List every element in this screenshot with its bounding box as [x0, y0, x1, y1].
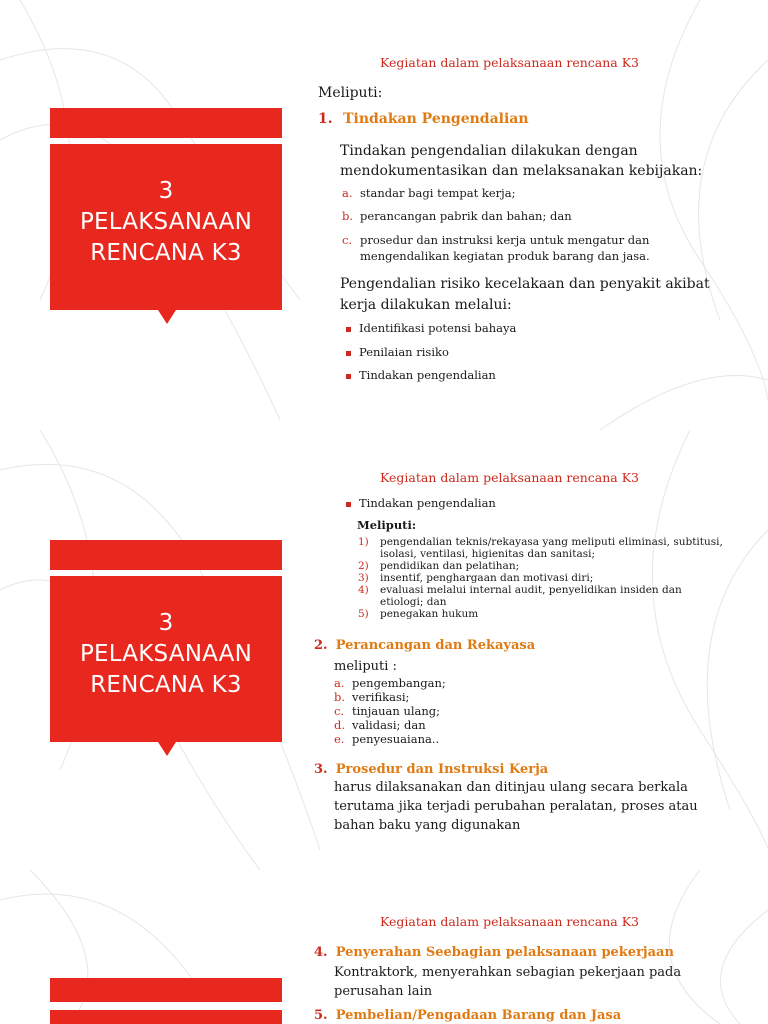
item-5-heading — [314, 1008, 621, 1023]
numbered-item-4 — [358, 584, 723, 596]
item-5-title: Pembelian/Pengadaan Barang dan Jasa — [335, 1008, 622, 1023]
item-letter: c. — [334, 704, 345, 718]
item-3-number: 3. — [314, 762, 328, 777]
item-letter: d. — [334, 718, 346, 732]
section-title-box — [50, 1010, 282, 1024]
red-accent-bar — [50, 978, 282, 1002]
item-text-continued: isolasi, ventilasi, higienitas dan sanitasi; — [380, 548, 595, 560]
letter-item-b — [334, 690, 446, 704]
bullet-icon — [346, 374, 351, 379]
item-3-line-1: harus dilaksanakan dan ditinjau ulang secara berkala — [334, 780, 688, 795]
numbered-item-5 — [358, 608, 723, 620]
item-3-line-2: terutama jika terjadi perubahan peralatan, proses atau — [334, 799, 698, 814]
bullet-item-2 — [346, 345, 449, 359]
item-letter: a. — [334, 676, 345, 690]
bullet-item-2-text: Penilaian risiko — [359, 345, 449, 359]
item-5-number: 5. — [314, 1008, 328, 1023]
slide-header: Kegiatan dalam pelaksanaan rencana K3 — [380, 55, 639, 70]
red-accent-bar — [50, 540, 282, 570]
item-number: 5) — [358, 608, 369, 620]
item-text: penegakan hukum — [380, 608, 479, 620]
item-4-line-1: Kontraktork, menyerahkan sebagian pekerjaan pada — [334, 965, 682, 980]
item-4-title: Penyerahan Seebagian pelaksanaan pekerjaan — [335, 945, 674, 960]
section-title-line-2: RENCANA K3 — [90, 240, 242, 266]
item-3-line-3: bahan baku yang digunakan — [334, 818, 521, 833]
section-title-line-1: PELAKSANAAN — [79, 209, 253, 235]
item-text: validasi; dan — [352, 718, 426, 732]
bullet-item — [346, 496, 496, 510]
item-4-number: 4. — [314, 945, 328, 960]
list-item-c — [342, 232, 650, 264]
numbered-item-3 — [358, 572, 723, 584]
item-text: pengendalian teknis/rekayasa yang meliputi eliminasi, subtitusi, — [380, 536, 723, 548]
item-text: insentif, penghargaan dan motivasi diri; — [380, 572, 594, 584]
item-text: verifikasi; — [352, 690, 410, 704]
item-3-heading — [314, 762, 548, 777]
section-number: 3 — [158, 610, 174, 636]
list-item-b — [342, 209, 572, 223]
bullet-item-text: Tindakan pengendalian — [359, 496, 496, 510]
letter-c: c. — [342, 233, 353, 247]
item-4-paragraph — [334, 963, 681, 1001]
list-item-c-line-1: prosedur dan instruksi kerja untuk mengatur dan — [360, 233, 650, 247]
slide-2 — [0, 430, 768, 870]
item-1-heading — [318, 111, 529, 127]
bullet-item-1 — [346, 321, 516, 335]
item-letter: b. — [334, 690, 346, 704]
item-number: 1) — [358, 536, 369, 548]
numbered-list — [358, 536, 723, 620]
list-item-a — [342, 186, 515, 200]
list-item-c-line-2: mengendalikan kegiatan produk barang dan jasa. — [360, 249, 650, 263]
item-text: pendidikan dan pelatihan; — [380, 560, 520, 572]
numbered-item-2 — [358, 560, 723, 572]
section-title-box — [50, 144, 282, 310]
bullet-icon — [346, 327, 351, 332]
bullet-item-3-text: Tindakan pengendalian — [359, 368, 496, 382]
item-4-line-2: perusahan lain — [334, 984, 433, 999]
item-3-paragraph — [334, 778, 698, 835]
letter-b: b. — [342, 209, 354, 223]
item-4-heading — [314, 945, 674, 960]
numbered-item-1 — [358, 536, 723, 548]
paragraph-2-line-1: Pengendalian risiko kecelakaan dan penyakit akibat — [340, 276, 710, 292]
list-item-a-text: standar bagi tempat kerja; — [360, 186, 516, 200]
list-item-b-text: perancangan pabrik dan bahan; dan — [360, 209, 572, 223]
paragraph-2-line-2: kerja dilakukan melalui: — [340, 297, 512, 313]
item-text-continued: etiologi; dan — [380, 596, 447, 608]
slide-1 — [0, 0, 768, 430]
item-text: penyesuaiana.. — [352, 732, 440, 746]
box-pointer — [158, 742, 176, 756]
letter-item-c — [334, 704, 446, 718]
item-2-heading — [314, 638, 535, 653]
item-text: tinjauan ulang; — [352, 704, 441, 718]
slide-header: Kegiatan dalam pelaksanaan rencana K3 — [380, 914, 639, 929]
letter-item-a — [334, 676, 446, 690]
red-accent-bar — [50, 108, 282, 138]
bullet-item-1-text: Identifikasi potensi bahaya — [359, 321, 517, 335]
item-text: pengembangan; — [352, 676, 446, 690]
paragraph-1-line-2: mendokumentasikan dan melaksanakan kebijakan: — [340, 163, 703, 179]
item-1-title: Tindakan Pengendalian — [343, 111, 529, 127]
item-2-number: 2. — [314, 638, 328, 653]
item-number: 2) — [358, 560, 369, 572]
bullet-item-3 — [346, 368, 496, 382]
item-letter: e. — [334, 732, 345, 746]
section-title-line-2: RENCANA K3 — [90, 672, 242, 698]
item-number: 3) — [358, 572, 369, 584]
slide-3 — [0, 870, 768, 1024]
item-number: 4) — [358, 584, 369, 596]
meliputi-label: Meliputi: — [357, 518, 417, 532]
box-pointer — [158, 310, 176, 324]
item-2-title: Perancangan dan Rekayasa — [335, 638, 536, 653]
paragraph-1 — [340, 141, 702, 181]
paragraph-1-line-1: Tindakan pengendalian dilakukan dengan — [340, 143, 638, 159]
item-1-number: 1. — [318, 111, 333, 127]
meliputi-label: Meliputi: — [318, 85, 383, 101]
item-text: evaluasi melalui internal audit, penyelidikan insiden dan — [380, 584, 682, 596]
bullet-icon — [346, 502, 351, 507]
bullet-icon — [346, 351, 351, 356]
section-title-box — [50, 576, 282, 742]
letter-list — [334, 676, 446, 746]
slide-header: Kegiatan dalam pelaksanaan rencana K3 — [380, 470, 639, 485]
paragraph-2 — [340, 274, 710, 316]
item-3-title: Prosedur dan Instruksi Kerja — [335, 762, 549, 777]
section-number: 3 — [158, 178, 174, 204]
meliputi-2-label: meliputi : — [334, 659, 397, 674]
letter-a: a. — [342, 186, 353, 200]
section-title-line-1: PELAKSANAAN — [79, 641, 253, 667]
letter-item-d — [334, 718, 446, 732]
letter-item-e — [334, 732, 446, 746]
